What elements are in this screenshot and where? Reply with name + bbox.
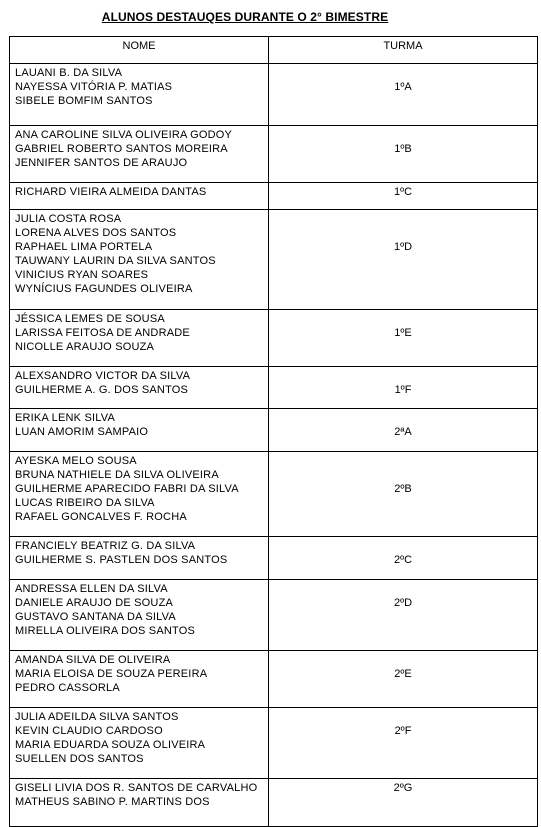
table-row <box>10 537 538 580</box>
table-row <box>10 779 538 827</box>
student-name: NAYESSA VITÓRIA P. MATIAS <box>15 81 173 93</box>
names-cell <box>10 409 269 452</box>
student-name: GISELI LIVIA DOS R. SANTOS DE CARVALHO <box>15 782 258 794</box>
class-label: 1ºE <box>394 327 412 339</box>
class-label: 1ºA <box>394 81 412 93</box>
student-name: LUCAS RIBEIRO DA SILVA <box>15 497 155 509</box>
class-cell <box>269 779 538 827</box>
student-name: WYNÍCIUS FAGUNDES OLIVEIRA <box>15 283 193 295</box>
student-name: DANIELE ARAUJO DE SOUZA <box>15 597 174 609</box>
student-name: GUILHERME APARECIDO FABRI DA SILVA <box>15 483 239 495</box>
names-cell <box>10 310 269 367</box>
student-name: AMANDA SILVA DE OLIVEIRA <box>15 654 171 666</box>
names-cell <box>10 183 269 210</box>
class-cell <box>269 708 538 779</box>
table-row <box>10 64 538 126</box>
class-cell <box>269 210 538 310</box>
class-label: 2ºF <box>394 725 412 737</box>
table-row <box>10 210 538 310</box>
table-row <box>10 708 538 779</box>
student-name: JULIA ADEILDA SILVA SANTOS <box>15 711 179 723</box>
class-label: 1ºC <box>393 186 413 198</box>
names-cell <box>10 537 269 580</box>
names-cell <box>10 126 269 183</box>
class-label: 1ºD <box>393 241 413 253</box>
names-cell <box>10 651 269 708</box>
student-name: BRUNA NATHIELE DA SILVA OLIVEIRA <box>15 469 219 481</box>
names-cell <box>10 452 269 537</box>
class-label: 2ºG <box>393 782 413 794</box>
student-name: GUILHERME S. PASTLEN DOS SANTOS <box>15 554 228 566</box>
student-name: KEVIN CLAUDIO CARDOSO <box>15 725 163 737</box>
student-name: TAUWANY LAURIN DA SILVA SANTOS <box>15 255 216 267</box>
student-name: RAFAEL GONCALVES F. ROCHA <box>15 511 187 523</box>
class-label: 2ºB <box>394 483 412 495</box>
table-row <box>10 183 538 210</box>
column-header-nome: NOME <box>10 37 269 64</box>
names-cell <box>10 210 269 310</box>
student-name: SUELLEN DOS SANTOS <box>15 753 144 765</box>
class-cell <box>269 367 538 409</box>
student-name: LAUANI B. DA SILVA <box>15 67 123 79</box>
student-name: ERIKA LENK SILVA <box>15 412 116 424</box>
student-name: MATHEUS SABINO P. MARTINS DOS <box>15 796 210 808</box>
class-label: 2ºE <box>394 668 412 680</box>
student-name: RICHARD VIEIRA ALMEIDA DANTAS <box>15 186 207 198</box>
names-cell <box>10 779 269 827</box>
document-title: ALUNOS DESTAUQES DURANTE O 2° BIMESTRE <box>101 10 389 24</box>
names-cell <box>10 580 269 651</box>
class-label: 2ªA <box>394 426 412 438</box>
table-row <box>10 651 538 708</box>
student-name: LARISSA FEITOSA DE ANDRADE <box>15 327 190 339</box>
class-label: 1ºB <box>394 143 412 155</box>
student-name: JENNIFER SANTOS DE ARAUJO <box>15 157 188 169</box>
student-name: FRANCIELY BEATRIZ G. DA SILVA <box>15 540 196 552</box>
student-name: MARIA EDUARDA SOUZA OLIVEIRA <box>15 739 206 751</box>
student-name: ALEXSANDRO VICTOR DA SILVA <box>15 370 191 382</box>
names-cell <box>10 367 269 409</box>
student-name: GUSTAVO SANTANA DA SILVA <box>15 611 176 623</box>
class-cell <box>269 452 538 537</box>
student-name: LORENA ALVES DOS SANTOS <box>15 227 177 239</box>
table-row <box>10 452 538 537</box>
table-row <box>10 580 538 651</box>
class-cell <box>269 64 538 126</box>
class-cell <box>269 310 538 367</box>
students-table <box>9 36 538 827</box>
student-name: ANDRESSA ELLEN DA SILVA <box>15 583 168 595</box>
class-cell <box>269 580 538 651</box>
class-label: 2ºD <box>393 597 413 609</box>
student-name: GUILHERME A. G. DOS SANTOS <box>15 384 189 396</box>
class-cell <box>269 183 538 210</box>
student-name: VINICIUS RYAN SOARES <box>15 269 149 281</box>
student-name: MARIA ELOISA DE SOUZA PEREIRA <box>15 668 208 680</box>
student-name: AYESKA MELO SOUSA <box>15 455 137 467</box>
student-name: PEDRO CASSORLA <box>15 682 120 694</box>
names-cell <box>10 64 269 126</box>
table-row <box>10 126 538 183</box>
class-cell <box>269 537 538 580</box>
student-name: ANA CAROLINE SILVA OLIVEIRA GODOY <box>15 129 233 141</box>
table-row <box>10 367 538 409</box>
class-label: 1ºF <box>394 384 412 396</box>
student-name: NICOLLE ARAUJO SOUZA <box>15 341 155 353</box>
table-row <box>10 409 538 452</box>
class-label: 2ºC <box>393 554 413 566</box>
student-name: GABRIEL ROBERTO SANTOS MOREIRA <box>15 143 228 155</box>
class-cell <box>269 126 538 183</box>
student-name: JULIA COSTA ROSA <box>15 213 122 225</box>
table-header-row <box>10 37 538 64</box>
student-name: MIRELLA OLIVEIRA DOS SANTOS <box>15 625 196 637</box>
student-name: SIBELE BOMFIM SANTOS <box>15 95 153 107</box>
class-cell <box>269 409 538 452</box>
names-cell <box>10 708 269 779</box>
student-name: RAPHAEL LIMA PORTELA <box>15 241 153 253</box>
table-row <box>10 310 538 367</box>
column-header-turma: TURMA <box>269 37 538 64</box>
student-name: LUAN AMORIM SAMPAIO <box>15 426 149 438</box>
student-name: JÉSSICA LEMES DE SOUSA <box>15 313 165 325</box>
class-cell <box>269 651 538 708</box>
